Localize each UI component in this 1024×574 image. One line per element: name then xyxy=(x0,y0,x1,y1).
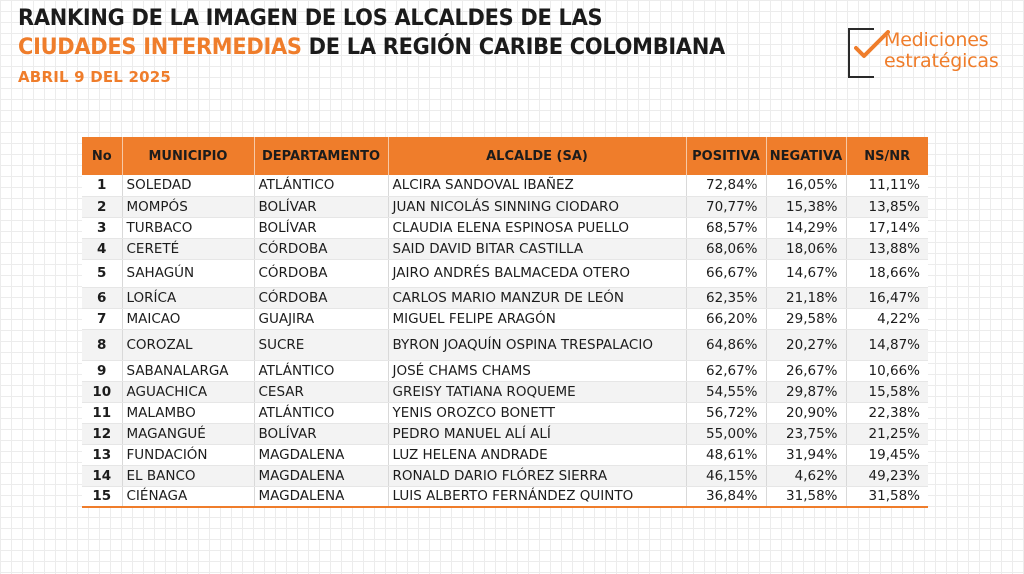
cell-municipio: LORÍCA xyxy=(122,287,254,308)
cell-nsnr: 17,14% xyxy=(846,217,928,238)
cell-alcalde: BYRON JOAQUÍN OSPINA TRESPALACIO xyxy=(388,329,686,360)
table-row xyxy=(82,423,928,444)
cell-alcalde: ALCIRA SANDOVAL IBAÑEZ xyxy=(388,175,686,196)
cell-no: 5 xyxy=(82,259,122,287)
cell-departamento: SUCRE xyxy=(254,329,388,360)
cell-municipio: CERETÉ xyxy=(122,238,254,259)
cell-no: 9 xyxy=(82,360,122,381)
cell-negativa: 20,90% xyxy=(766,402,846,423)
cell-positiva: 54,55% xyxy=(686,381,766,402)
cell-no: 14 xyxy=(82,465,122,486)
cell-no: 6 xyxy=(82,287,122,308)
cell-negativa: 18,06% xyxy=(766,238,846,259)
cell-no: 3 xyxy=(82,217,122,238)
cell-nsnr: 21,25% xyxy=(846,423,928,444)
cell-negativa: 20,27% xyxy=(766,329,846,360)
cell-nsnr: 15,58% xyxy=(846,381,928,402)
report-date: ABRIL 9 DEL 2025 xyxy=(18,68,172,86)
cell-negativa: 4,62% xyxy=(766,465,846,486)
title-rest: DE LA REGIÓN CARIBE COLOMBIANA xyxy=(301,34,725,60)
cell-nsnr: 22,38% xyxy=(846,402,928,423)
table-row xyxy=(82,259,928,287)
logo-line-1: Mediciones xyxy=(884,29,989,51)
cell-nsnr: 13,88% xyxy=(846,238,928,259)
cell-negativa: 31,94% xyxy=(766,444,846,465)
cell-negativa: 26,67% xyxy=(766,360,846,381)
cell-alcalde: MIGUEL FELIPE ARAGÓN xyxy=(388,308,686,329)
cell-municipio: MOMPÓS xyxy=(122,196,254,217)
table-header-row xyxy=(82,137,928,175)
cell-departamento: ATLÁNTICO xyxy=(254,360,388,381)
page-title-line-1: RANKING DE LA IMAGEN DE LOS ALCALDES DE LAS xyxy=(18,5,603,31)
column-header-departamento: DEPARTAMENTO xyxy=(254,137,388,175)
cell-no: 8 xyxy=(82,329,122,360)
table-row xyxy=(82,238,928,259)
table-row xyxy=(82,308,928,329)
cell-positiva: 56,72% xyxy=(686,402,766,423)
cell-no: 15 xyxy=(82,486,122,507)
cell-positiva: 70,77% xyxy=(686,196,766,217)
cell-departamento: BOLÍVAR xyxy=(254,217,388,238)
cell-departamento: MAGDALENA xyxy=(254,465,388,486)
cell-negativa: 14,67% xyxy=(766,259,846,287)
cell-nsnr: 16,47% xyxy=(846,287,928,308)
cell-nsnr: 14,87% xyxy=(846,329,928,360)
cell-municipio: FUNDACIÓN xyxy=(122,444,254,465)
cell-positiva: 68,57% xyxy=(686,217,766,238)
table-row xyxy=(82,486,928,507)
table-row xyxy=(82,360,928,381)
cell-positiva: 68,06% xyxy=(686,238,766,259)
cell-municipio: EL BANCO xyxy=(122,465,254,486)
table-row xyxy=(82,402,928,423)
cell-positiva: 36,84% xyxy=(686,486,766,507)
cell-nsnr: 49,23% xyxy=(846,465,928,486)
column-header-positiva: POSITIVA xyxy=(686,137,766,175)
cell-negativa: 23,75% xyxy=(766,423,846,444)
cell-negativa: 31,58% xyxy=(766,486,846,507)
cell-no: 12 xyxy=(82,423,122,444)
cell-alcalde: GREISY TATIANA ROQUEME xyxy=(388,381,686,402)
cell-departamento: MAGDALENA xyxy=(254,486,388,507)
table-row xyxy=(82,217,928,238)
cell-alcalde: JUAN NICOLÁS SINNING CIODARO xyxy=(388,196,686,217)
title-block xyxy=(18,4,778,86)
cell-alcalde: SAID DAVID BITAR CASTILLA xyxy=(388,238,686,259)
title-highlight: CIUDADES INTERMEDIAS xyxy=(18,34,302,60)
cell-municipio: TURBACO xyxy=(122,217,254,238)
cell-alcalde: LUZ HELENA ANDRADE xyxy=(388,444,686,465)
cell-alcalde: YENIS OROZCO BONETT xyxy=(388,402,686,423)
column-header-no: No xyxy=(82,137,122,175)
cell-alcalde: LUIS ALBERTO FERNÁNDEZ QUINTO xyxy=(388,486,686,507)
table-row xyxy=(82,381,928,402)
cell-municipio: MALAMBO xyxy=(122,402,254,423)
table-body xyxy=(82,175,928,507)
cell-nsnr: 31,58% xyxy=(846,486,928,507)
cell-no: 1 xyxy=(82,175,122,196)
cell-departamento: CÓRDOBA xyxy=(254,287,388,308)
cell-departamento: BOLÍVAR xyxy=(254,423,388,444)
cell-departamento: CÓRDOBA xyxy=(254,259,388,287)
cell-municipio: SABANALARGA xyxy=(122,360,254,381)
cell-departamento: BOLÍVAR xyxy=(254,196,388,217)
cell-departamento: ATLÁNTICO xyxy=(254,175,388,196)
cell-municipio: MAGANGUÉ xyxy=(122,423,254,444)
cell-nsnr: 19,45% xyxy=(846,444,928,465)
ranking-table xyxy=(82,137,928,508)
cell-positiva: 66,20% xyxy=(686,308,766,329)
page-title-line-2 xyxy=(18,33,725,62)
table-row xyxy=(82,196,928,217)
cell-departamento: CESAR xyxy=(254,381,388,402)
logo-line-2: estratégicas xyxy=(884,50,999,72)
brand-logo xyxy=(848,22,1018,84)
cell-departamento: GUAJIRA xyxy=(254,308,388,329)
cell-no: 10 xyxy=(82,381,122,402)
cell-municipio: MAICAO xyxy=(122,308,254,329)
logo-text xyxy=(884,30,999,72)
cell-departamento: MAGDALENA xyxy=(254,444,388,465)
cell-positiva: 62,67% xyxy=(686,360,766,381)
cell-positiva: 46,15% xyxy=(686,465,766,486)
cell-positiva: 48,61% xyxy=(686,444,766,465)
cell-municipio: AGUACHICA xyxy=(122,381,254,402)
cell-negativa: 29,87% xyxy=(766,381,846,402)
cell-no: 4 xyxy=(82,238,122,259)
cell-no: 2 xyxy=(82,196,122,217)
cell-nsnr: 10,66% xyxy=(846,360,928,381)
cell-alcalde: PEDRO MANUEL ALÍ ALÍ xyxy=(388,423,686,444)
column-header-negativa: NEGATIVA xyxy=(766,137,846,175)
table-row xyxy=(82,444,928,465)
cell-no: 7 xyxy=(82,308,122,329)
cell-positiva: 62,35% xyxy=(686,287,766,308)
cell-alcalde: JOSÉ CHAMS CHAMS xyxy=(388,360,686,381)
cell-municipio: SOLEDAD xyxy=(122,175,254,196)
table-row xyxy=(82,175,928,196)
cell-positiva: 64,86% xyxy=(686,329,766,360)
cell-municipio: CIÉNAGA xyxy=(122,486,254,507)
cell-nsnr: 4,22% xyxy=(846,308,928,329)
column-header-nsnr: NS/NR xyxy=(846,137,928,175)
cell-positiva: 55,00% xyxy=(686,423,766,444)
table-row xyxy=(82,287,928,308)
cell-municipio: SAHAGÚN xyxy=(122,259,254,287)
cell-municipio: COROZAL xyxy=(122,329,254,360)
cell-departamento: ATLÁNTICO xyxy=(254,402,388,423)
column-header-municipio: MUNICIPIO xyxy=(122,137,254,175)
column-header-alcalde: ALCALDE (SA) xyxy=(388,137,686,175)
cell-negativa: 21,18% xyxy=(766,287,846,308)
cell-negativa: 29,58% xyxy=(766,308,846,329)
cell-no: 11 xyxy=(82,402,122,423)
cell-positiva: 72,84% xyxy=(686,175,766,196)
cell-alcalde: CLAUDIA ELENA ESPINOSA PUELLO xyxy=(388,217,686,238)
cell-no: 13 xyxy=(82,444,122,465)
cell-nsnr: 13,85% xyxy=(846,196,928,217)
ranking-table-container xyxy=(82,137,928,508)
cell-departamento: CÓRDOBA xyxy=(254,238,388,259)
cell-negativa: 16,05% xyxy=(766,175,846,196)
cell-negativa: 15,38% xyxy=(766,196,846,217)
cell-nsnr: 11,11% xyxy=(846,175,928,196)
cell-alcalde: CARLOS MARIO MANZUR DE LEÓN xyxy=(388,287,686,308)
cell-alcalde: JAIRO ANDRÉS BALMACEDA OTERO xyxy=(388,259,686,287)
cell-negativa: 14,29% xyxy=(766,217,846,238)
cell-positiva: 66,67% xyxy=(686,259,766,287)
cell-nsnr: 18,66% xyxy=(846,259,928,287)
table-row xyxy=(82,329,928,360)
table-row xyxy=(82,465,928,486)
cell-alcalde: RONALD DARIO FLÓREZ SIERRA xyxy=(388,465,686,486)
